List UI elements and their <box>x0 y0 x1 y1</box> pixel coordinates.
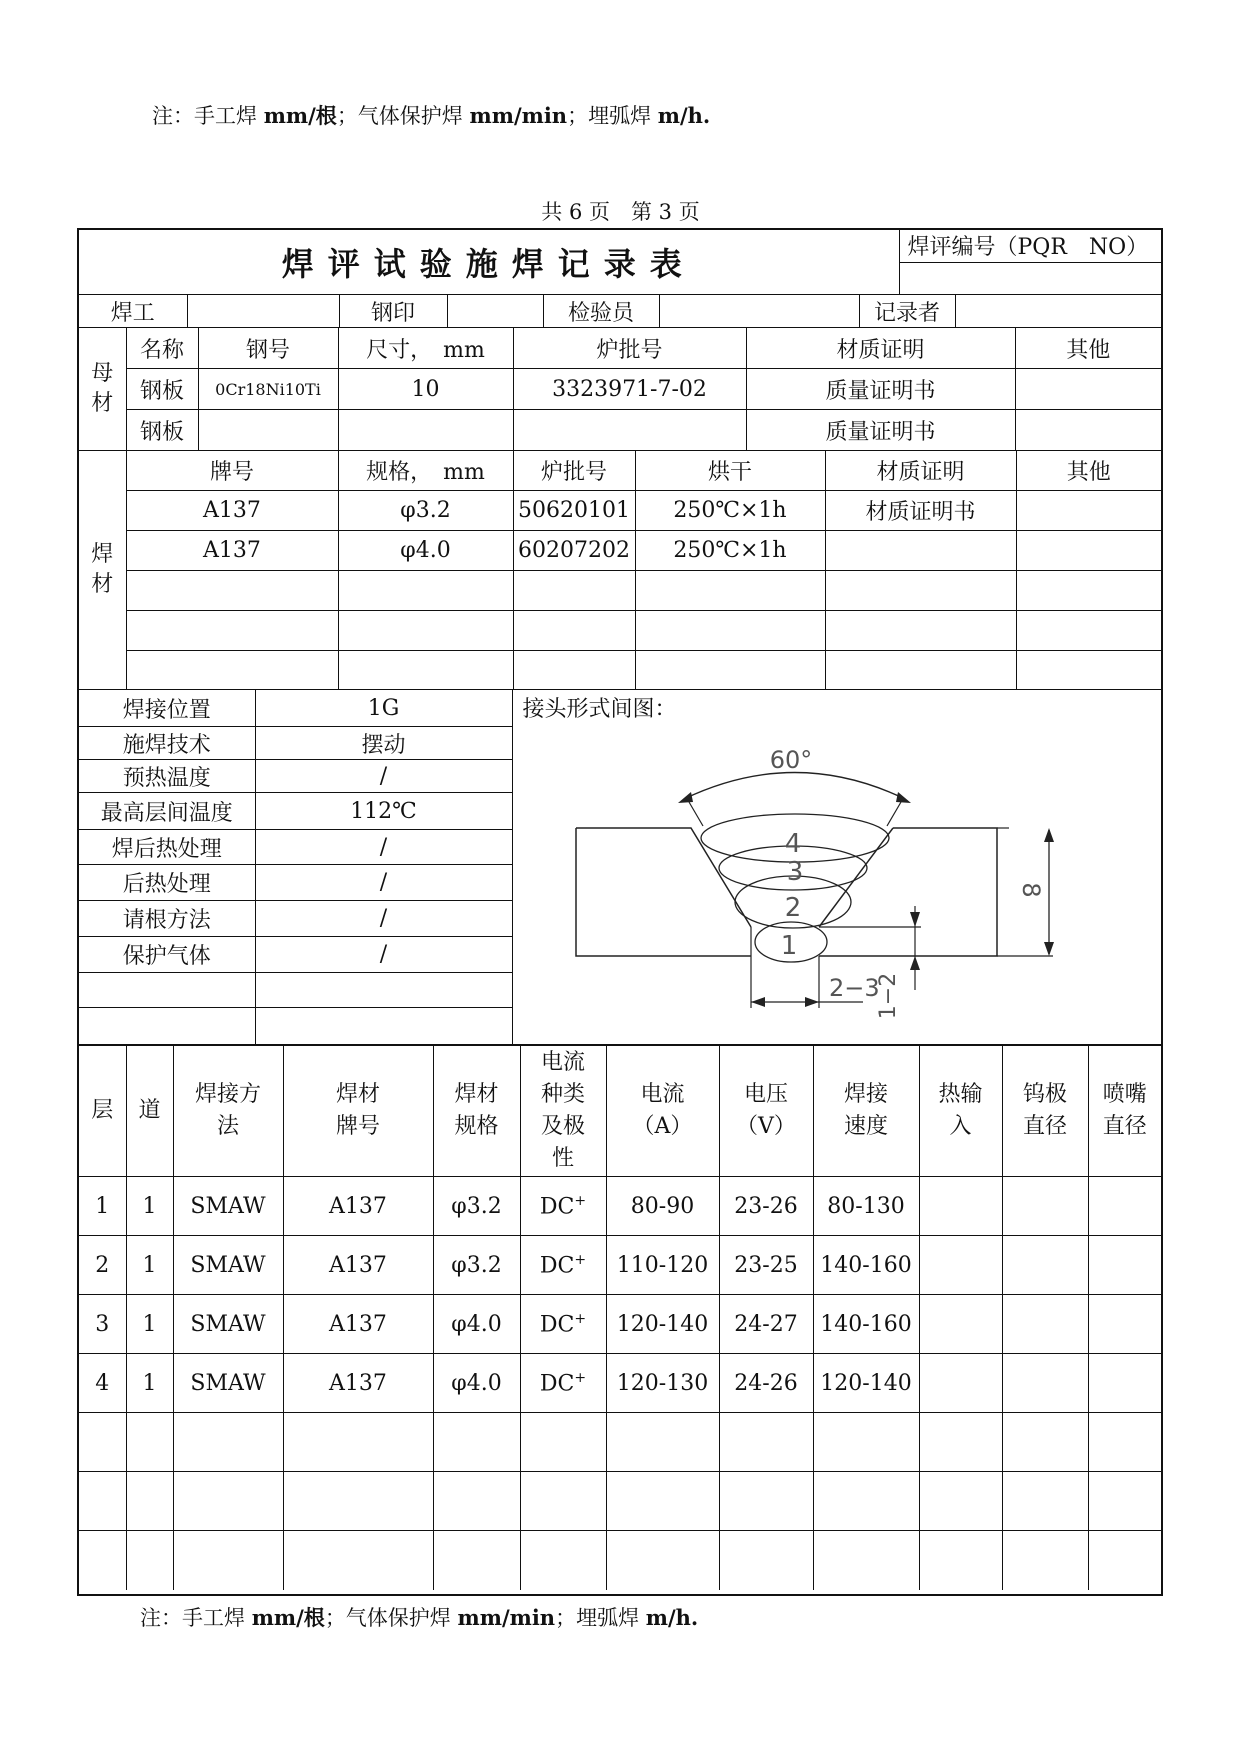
cell <box>513 651 635 690</box>
col-material-cert: 材质证明 <box>825 451 1016 491</box>
joint-diagram-cell <box>512 690 1161 1045</box>
cell: 80-90 <box>606 1177 719 1236</box>
cell <box>1015 369 1161 410</box>
cell <box>719 1472 813 1531</box>
cell <box>1015 410 1161 451</box>
cell: φ3.2 <box>338 491 513 531</box>
left-plate-outline <box>576 828 751 956</box>
arrow-head <box>751 997 765 1007</box>
cell <box>126 571 338 611</box>
header-text: 焊接速度 <box>843 1082 888 1139</box>
cell <box>1088 1472 1161 1531</box>
pass-rows <box>79 1177 1161 1590</box>
polarity-sign: + <box>574 1310 587 1327</box>
angle-ext <box>887 802 901 826</box>
base-metal-table <box>79 327 1161 451</box>
cell <box>825 571 1016 611</box>
note-unit: mm/根 <box>251 1605 325 1630</box>
cell <box>919 1236 1002 1295</box>
cell <box>126 1472 173 1531</box>
cell <box>1016 571 1161 611</box>
cell: 2 <box>79 1236 126 1295</box>
cell <box>520 1472 606 1531</box>
cell <box>635 611 825 651</box>
angle-ext <box>689 802 703 826</box>
inspector-field[interactable] <box>659 295 859 328</box>
table-row <box>79 1472 1161 1531</box>
cell <box>825 531 1016 571</box>
cell <box>126 611 338 651</box>
top-note <box>152 100 710 130</box>
cell <box>79 1472 126 1531</box>
header-text: 电流种类及极性 <box>540 1050 585 1171</box>
cell: 140-160 <box>813 1236 919 1295</box>
cell <box>1088 1236 1161 1295</box>
note-unit: m/h. <box>657 103 711 128</box>
section-label-text: 焊材 <box>91 542 114 597</box>
polarity-sign: + <box>574 1369 587 1386</box>
cell: 1 <box>126 1295 173 1354</box>
cell <box>606 1472 719 1531</box>
cell <box>126 1531 173 1590</box>
param-value: / <box>255 901 512 937</box>
note-text: ；气体保护焊 <box>336 104 470 128</box>
cell: 4 <box>79 1354 126 1413</box>
cell: 110-120 <box>606 1236 719 1295</box>
cell: 120-140 <box>813 1354 919 1413</box>
pass-label: 1 <box>780 931 797 961</box>
cell: 23-25 <box>719 1236 813 1295</box>
param-label <box>79 973 255 1008</box>
table-row <box>79 1236 1161 1295</box>
col-nozzle-dia <box>1088 1046 1161 1177</box>
note-unit: mm/根 <box>263 103 337 128</box>
polarity-sign: + <box>574 1251 587 1268</box>
pqr-label: 焊评编号（PQR NO） <box>899 230 1161 262</box>
col-name: 名称 <box>126 328 198 369</box>
note-text: ；气体保护焊 <box>324 1606 458 1630</box>
cell: 3 <box>79 1295 126 1354</box>
cell: SMAW <box>173 1236 283 1295</box>
cell: SMAW <box>173 1177 283 1236</box>
polarity-text: DC <box>539 1194 575 1220</box>
bottom-note <box>140 1602 698 1632</box>
passes-table <box>79 1045 1161 1590</box>
arrow-head <box>896 792 911 803</box>
header-text: 钨极直径 <box>1022 1082 1067 1139</box>
cell <box>813 1472 919 1531</box>
header-text: 电压（V） <box>736 1082 796 1139</box>
cell: 60207202 <box>513 531 635 571</box>
header-row-table <box>79 294 1161 328</box>
pqr-value[interactable] <box>899 262 1161 294</box>
cell: φ4.0 <box>433 1295 520 1354</box>
gap-label: 2−3 <box>828 974 880 1002</box>
cell: A137 <box>126 491 338 531</box>
param-label: 焊后热处理 <box>79 830 255 865</box>
left-bevel-line <box>576 828 751 927</box>
recorder-field[interactable] <box>955 295 1161 328</box>
param-label: 后热处理 <box>79 865 255 901</box>
param-value: / <box>255 937 512 973</box>
recorder-label: 记录者 <box>859 295 955 328</box>
cell <box>813 1413 919 1472</box>
cell <box>919 1295 1002 1354</box>
cell: 质量证明书 <box>746 410 1015 451</box>
pass-label: 2 <box>784 893 801 923</box>
note-text: ；埋弧焊 <box>567 104 658 128</box>
cell: 24-26 <box>719 1354 813 1413</box>
col-size: 尺寸， mm <box>338 328 513 369</box>
table-row <box>79 1413 1161 1472</box>
cell <box>1002 1413 1088 1472</box>
welder-label: 焊工 <box>79 295 187 328</box>
stamp-field[interactable] <box>447 295 543 328</box>
col-heat-no: 炉批号 <box>513 328 746 369</box>
cell: 1 <box>126 1236 173 1295</box>
col-pass: 道 <box>126 1046 173 1177</box>
param-label: 请根方法 <box>79 901 255 937</box>
cell: 材质证明书 <box>825 491 1016 531</box>
param-label: 预热温度 <box>79 760 255 793</box>
cell <box>1016 531 1161 571</box>
cell <box>173 1413 283 1472</box>
filler-section-label <box>79 451 126 690</box>
cell <box>520 1177 606 1236</box>
table-row <box>79 571 1161 611</box>
form-title: 焊评试验施焊记录表 <box>79 230 899 294</box>
cell: A137 <box>283 1177 433 1236</box>
base-metal-section-label <box>79 328 126 451</box>
header-text: 喷嘴直径 <box>1102 1082 1147 1139</box>
param-value: 摆动 <box>255 727 512 760</box>
cell <box>813 1531 919 1590</box>
param-value: / <box>255 830 512 865</box>
cell <box>433 1472 520 1531</box>
cell: A137 <box>283 1354 433 1413</box>
cell <box>1088 1177 1161 1236</box>
cell <box>635 651 825 690</box>
cell <box>520 1531 606 1590</box>
root-face-label: 1−2 <box>875 972 901 1020</box>
header-text: 热输入 <box>938 1082 983 1139</box>
right-bevel-line <box>819 828 893 927</box>
stamp-label: 钢印 <box>339 295 447 328</box>
param-value <box>255 973 512 1008</box>
header-text: 焊材规格 <box>454 1082 499 1139</box>
cell: 0Cr18Ni10Ti <box>198 369 338 410</box>
cell <box>1088 1413 1161 1472</box>
header-text: 电流（A） <box>632 1082 693 1139</box>
col-brand: 牌号 <box>126 451 338 491</box>
cell: 24-27 <box>719 1295 813 1354</box>
cell: 80-130 <box>813 1177 919 1236</box>
cell: 120-130 <box>606 1354 719 1413</box>
cell <box>338 611 513 651</box>
page-info: 共 6 页 第 3 页 <box>541 200 700 224</box>
cell <box>173 1472 283 1531</box>
cell: 1 <box>126 1354 173 1413</box>
col-other: 其他 <box>1015 328 1161 369</box>
angle-label: 60° <box>769 746 812 774</box>
cell <box>513 571 635 611</box>
cell <box>919 1177 1002 1236</box>
cell <box>1088 1295 1161 1354</box>
cell <box>1002 1472 1088 1531</box>
table-row <box>79 410 1161 451</box>
note-text: 注：手工焊 <box>152 104 264 128</box>
polarity-text: DC <box>539 1371 575 1397</box>
arrow-head <box>910 912 920 927</box>
param-label: 保护气体 <box>79 937 255 973</box>
param-value: 112℃ <box>255 793 512 830</box>
col-current <box>606 1046 719 1177</box>
cell <box>919 1531 1002 1590</box>
cell: 钢板 <box>126 369 198 410</box>
col-current-type <box>520 1046 606 1177</box>
cell: φ3.2 <box>433 1236 520 1295</box>
param-value: / <box>255 760 512 793</box>
cell <box>1002 1177 1088 1236</box>
cell: φ4.0 <box>338 531 513 571</box>
param-value: 1G <box>255 690 512 727</box>
title-table <box>79 230 1161 295</box>
cell <box>126 651 338 690</box>
col-steel-grade: 钢号 <box>198 328 338 369</box>
cell: A137 <box>283 1236 433 1295</box>
cell: φ3.2 <box>433 1177 520 1236</box>
col-heat-no: 炉批号 <box>513 451 635 491</box>
cell <box>1016 491 1161 531</box>
cell: SMAW <box>173 1354 283 1413</box>
pass-label: 4 <box>784 829 801 859</box>
cell <box>173 1531 283 1590</box>
arrow-head <box>805 997 819 1007</box>
cell <box>1002 1354 1088 1413</box>
table-row <box>79 1295 1161 1354</box>
thickness-label: 8 <box>1016 882 1045 898</box>
cell <box>433 1531 520 1590</box>
cell <box>635 571 825 611</box>
cell: 250℃×1h <box>635 531 825 571</box>
table-row <box>79 491 1161 531</box>
joint-diagram <box>513 690 1162 1045</box>
cell: 120-140 <box>606 1295 719 1354</box>
cell <box>1088 1354 1161 1413</box>
cell <box>1002 1531 1088 1590</box>
cell: 钢板 <box>126 410 198 451</box>
table-row <box>79 1354 1161 1413</box>
cell <box>433 1413 520 1472</box>
note-unit: m/h. <box>645 1605 699 1630</box>
polarity-text: DC <box>539 1253 575 1279</box>
table-row <box>79 369 1161 410</box>
param-label: 焊接位置 <box>79 690 255 727</box>
cell <box>919 1413 1002 1472</box>
param-value: / <box>255 865 512 901</box>
cell <box>825 651 1016 690</box>
col-material-cert: 材质证明 <box>746 328 1015 369</box>
note-text: ；埋弧焊 <box>555 1606 646 1630</box>
cell: 1 <box>126 1177 173 1236</box>
param-value <box>255 1008 512 1045</box>
arrow-head <box>1044 942 1054 956</box>
table-row <box>79 611 1161 651</box>
table-row <box>79 531 1161 571</box>
cell <box>606 1531 719 1590</box>
pass-label: 3 <box>786 857 803 887</box>
cell <box>338 410 513 451</box>
cell: φ4.0 <box>433 1354 520 1413</box>
header-text: 焊材牌号 <box>335 1082 380 1139</box>
cell <box>283 1472 433 1531</box>
cell <box>1002 1236 1088 1295</box>
cell <box>283 1413 433 1472</box>
cell <box>198 410 338 451</box>
filler-table <box>79 450 1161 690</box>
param-label <box>79 1008 255 1045</box>
cell <box>1002 1295 1088 1354</box>
cell: A137 <box>283 1295 433 1354</box>
param-label: 施焊技术 <box>79 727 255 760</box>
inspector-label: 检验员 <box>543 295 659 328</box>
polarity-sign: + <box>574 1192 587 1209</box>
table-row <box>79 1531 1161 1590</box>
cell <box>719 1531 813 1590</box>
cell: 250℃×1h <box>635 491 825 531</box>
welder-field[interactable] <box>187 295 339 328</box>
col-baking: 烘干 <box>635 451 825 491</box>
note-unit: mm/min <box>469 103 568 128</box>
cell <box>1016 611 1161 651</box>
arrow-head <box>910 956 920 970</box>
col-spec: 规格， mm <box>338 451 513 491</box>
col-heat-input <box>919 1046 1002 1177</box>
joint-label: 接头形式间图： <box>522 697 677 722</box>
col-tungsten-dia <box>1002 1046 1088 1177</box>
cell: 3323971-7-02 <box>513 369 746 410</box>
cell <box>283 1531 433 1590</box>
cell <box>606 1413 719 1472</box>
record-sheet <box>77 228 1163 1596</box>
cell <box>1016 651 1161 690</box>
cell: 50620101 <box>513 491 635 531</box>
cell <box>126 1413 173 1472</box>
col-filler-spec <box>433 1046 520 1177</box>
cell: 质量证明书 <box>746 369 1015 410</box>
col-speed <box>813 1046 919 1177</box>
polarity-text: DC <box>539 1312 575 1338</box>
cell: A137 <box>126 531 338 571</box>
header-text: 焊接方法 <box>194 1082 261 1139</box>
cell <box>1088 1531 1161 1590</box>
col-welding-method <box>173 1046 283 1177</box>
cell <box>79 1413 126 1472</box>
cell: SMAW <box>173 1295 283 1354</box>
cell <box>338 651 513 690</box>
arrow-head <box>1044 828 1054 842</box>
cell <box>719 1413 813 1472</box>
param-label: 最高层间温度 <box>79 793 255 830</box>
note-text: 注：手工焊 <box>140 1606 252 1630</box>
section-label-text: 母材 <box>91 361 114 416</box>
table-row <box>79 651 1161 690</box>
col-voltage <box>719 1046 813 1177</box>
cell <box>513 410 746 451</box>
cell <box>520 1295 606 1354</box>
cell <box>513 611 635 651</box>
cell <box>338 571 513 611</box>
col-filler-brand <box>283 1046 433 1177</box>
table-row <box>79 1177 1161 1236</box>
cell: 10 <box>338 369 513 410</box>
params-table <box>79 689 1161 1045</box>
cell: 1 <box>79 1177 126 1236</box>
cell <box>919 1472 1002 1531</box>
arrow-head <box>678 792 693 803</box>
cell <box>520 1354 606 1413</box>
cell <box>825 611 1016 651</box>
cell <box>79 1531 126 1590</box>
angle-arc <box>684 773 905 800</box>
cell <box>520 1236 606 1295</box>
cell <box>919 1354 1002 1413</box>
cell: 140-160 <box>813 1295 919 1354</box>
cell: 23-26 <box>719 1177 813 1236</box>
note-unit: mm/min <box>457 1605 556 1630</box>
col-other: 其他 <box>1016 451 1161 491</box>
cell <box>520 1413 606 1472</box>
col-layer: 层 <box>79 1046 126 1177</box>
